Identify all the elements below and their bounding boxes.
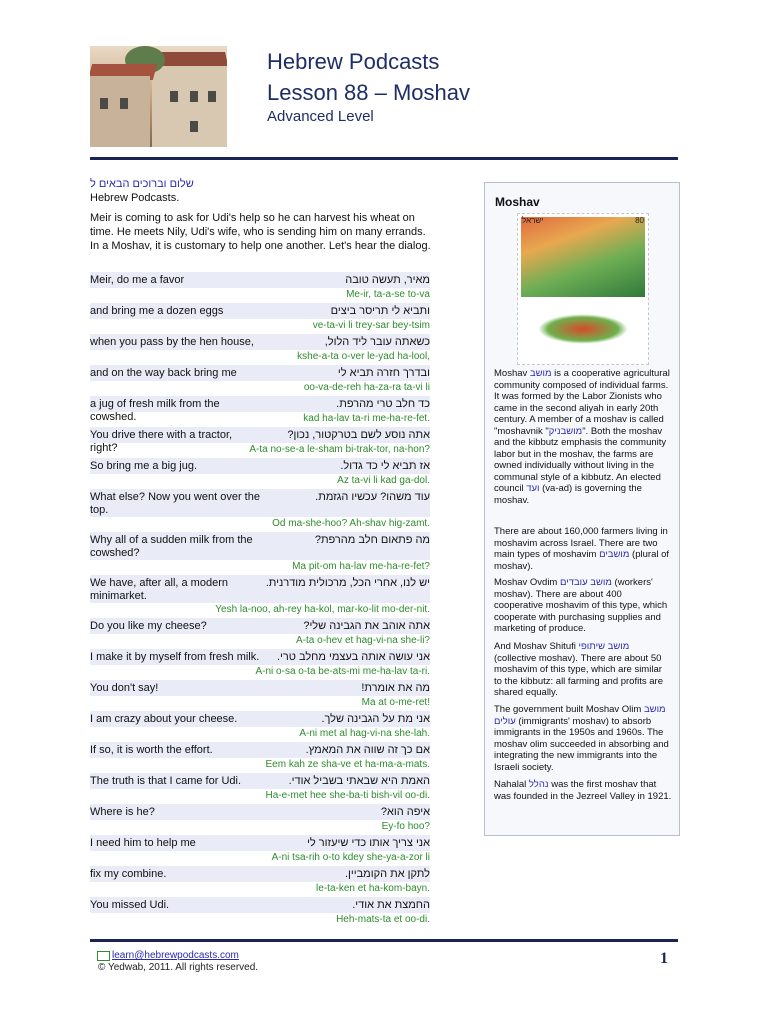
dialog-hebrew: אני צריך אותו כדי שיעזור לי: [307, 837, 430, 849]
dialog-transliteration: le-ta-ken et ha-kom-bayn.: [316, 883, 430, 894]
page-number: 1: [660, 950, 668, 967]
dialog-english: I make it by myself from fresh milk.: [90, 651, 260, 663]
dialog-hebrew: אני עושה אותה בעצמי מחלב טרי.: [276, 651, 430, 663]
dialog-row: [90, 272, 430, 302]
dialog-english: I need him to help me: [90, 837, 196, 849]
dialog-english: The truth is that I came for Udi.: [90, 775, 242, 787]
dialog-english: Do you like my cheese?: [90, 620, 207, 632]
dialog-row: [90, 649, 430, 679]
sidebar-paragraph-6: Nahalal נהלל was the first moshav that was founded in the Jezreel Valley in 1921.: [494, 779, 672, 802]
dialog-english: What else? Now you went over the top.: [90, 491, 260, 516]
dialog-transliteration: A-ni o-sa o-ta be-ats-mi me-ha-lav ta-ri.: [255, 666, 430, 677]
dialog-row: [90, 458, 430, 488]
dialog-transliteration: Eem kah ze sha-ve et ha-ma-a-mats.: [265, 759, 430, 770]
dialog-transliteration: A-ta o-hev et hag-vi-na she-li?: [296, 635, 430, 646]
dialog-row: [90, 489, 430, 531]
dialog-english: and on the way back bring me: [90, 367, 237, 379]
dialog-row: [90, 835, 430, 865]
dialog-hebrew: יש לנו, אחרי הכל, מרכולית מודרנית.: [265, 577, 430, 589]
dialog-hebrew: אני מת על הגבינה שלך.: [321, 713, 430, 725]
dialog-english: a jug of fresh milk from the cowshed.: [90, 398, 220, 423]
dialog-hebrew: עוד משהו? עכשיו הגזמת.: [315, 491, 430, 503]
dialog-row: [90, 427, 430, 457]
page-title: Hebrew Podcasts: [267, 49, 440, 74]
dialog-row: [90, 742, 430, 772]
dialog-hebrew: מה פתאום חלב מהרפת?: [314, 534, 430, 546]
sidebar-paragraph-4: And Moshav Shitufi מושב שיתופי (collective moshav). There are about 50 moshavim of this type, which are similar to the kibbutz: all farming and profits are shared equally.: [494, 641, 663, 698]
stamp-country: ישראל: [522, 216, 544, 225]
dialog-row: [90, 866, 430, 896]
dialog-transliteration: Me-ir, ta-a-se to-va: [346, 289, 430, 300]
dialog-transliteration: Yesh la-noo, ah-rey ha-kol, mar-ko-lit mo-der-nit.: [215, 604, 430, 615]
dialog-hebrew: ובדרך חזרה תביא לי: [337, 367, 430, 379]
dialog-english: So bring me a big jug.: [90, 460, 198, 472]
lesson-title: Lesson 88 – Moshav: [267, 80, 471, 105]
dialog-hebrew: אתה אוהב את הגבינה שלי?: [303, 620, 430, 632]
dialog-transliteration: Ha-e-met hee she-ba-ti bish-vil oo-di.: [265, 790, 430, 801]
dialog-hebrew: אתה נוסע לשם בטרקטור, נכון?: [287, 429, 430, 441]
dialog-transliteration: A-ta no-se-a le-sham bi-trak-tor, na-hon?: [249, 444, 430, 455]
dialog-row: [90, 680, 430, 710]
dialog-english: fix my combine.: [90, 868, 167, 880]
dialog-hebrew: לתקן את הקומביין.: [344, 868, 430, 880]
dialog-hebrew: האמת היא שבאתי בשביל אודי.: [288, 775, 430, 787]
dialog-row: [90, 334, 430, 364]
level-label: Advanced Level: [267, 108, 374, 125]
intro-hebrew-greeting: שלום וברוכים הבאים ל: [90, 178, 194, 190]
intro-paragraph: Meir is coming to ask for Udi's help so he can harvest his wheat on time. He meets Nily, Udi's wife, who is sending him on many errands. In a Moshav, it is customary to help one another. Let's hear the dialog.: [90, 212, 431, 252]
dialog-transliteration: kad ha-lav ta-ri me-ha-re-fet.: [303, 413, 430, 424]
dialog-row: [90, 618, 430, 648]
dialog-hebrew: ותביא לי תריסר ביצים: [330, 305, 430, 317]
header-divider: [90, 157, 678, 160]
moshav-sidebar: [484, 182, 680, 836]
dialog-transliteration: Ma pit-om ha-lav me-ha-re-fet?: [292, 561, 430, 572]
sidebar-paragraph-3: Moshav Ovdim מושב עובדים (workers' moshav). There are about 400 cooperative moshavim of this type, which cooperate with purchasing supplies and marketing of produce.: [494, 577, 668, 634]
copyright-text: © Yedwab, 2011. All rights reserved.: [98, 962, 259, 973]
dialog-english: Meir, do me a favor: [90, 274, 185, 286]
dialog-transliteration: Od ma-she-hoo? Ah-shav hig-zamt.: [272, 518, 430, 529]
dialog-hebrew: מאיר, תעשה טובה: [345, 274, 430, 286]
dialog-row: [90, 575, 430, 617]
footer-email-link[interactable]: learn@hebrewpodcasts.com: [112, 950, 239, 961]
dialog-english: I am crazy about your cheese.: [90, 713, 238, 725]
dialog-transliteration: kshe-a-ta o-ver le-yad ha-lool,: [297, 351, 430, 362]
dialog-hebrew: החמצת את אודי.: [352, 899, 430, 911]
dialog-hebrew: אם כך זה שווה את המאמץ.: [305, 744, 430, 756]
dialog-hebrew: מה את אומרת!: [361, 682, 430, 694]
footer-divider: [90, 939, 678, 942]
dialog-english: You missed Udi.: [90, 899, 170, 911]
dialog-row: [90, 396, 430, 426]
dialog-english: and bring me a dozen eggs: [90, 305, 224, 317]
dialog-hebrew: איפה הוא?: [380, 806, 430, 818]
stamp-value: 80: [635, 216, 644, 225]
dialog-row: [90, 897, 430, 927]
sidebar-paragraph-1: Moshav מושב is a cooperative agricultural community composed of individual farms. It was formed by the Labor Zionists who came in the second aliyah in early 20th century. A member of a moshav is called "moshavnik "מושבניק". Both the moshav and the kibbutz emphasis the community labor but in the moshav, the farms are owned individually without living in the communal style of a kibbutz. An elected council ועד (va-ad) is governing the moshav.: [494, 368, 670, 506]
dialog-row: [90, 804, 430, 834]
dialog-transliteration: ve-ta-vi li trey-sar bey-tsim: [312, 320, 430, 331]
dialog-transliteration: Heh-mats-ta et oo-di.: [336, 914, 430, 925]
dialog-row: [90, 303, 430, 333]
dialog-row: [90, 532, 430, 574]
dialog-transliteration: A-ni met al hag-vi-na she-lah.: [299, 728, 430, 739]
dialog-row: [90, 365, 430, 395]
moshav-stamp-image: [517, 213, 649, 365]
dialog-hebrew: כשאתה עובר ליד הלול,: [324, 336, 430, 348]
dialog-transliteration: A-ni tsa-rih o-to kdey she-ya-a-zor li: [271, 852, 430, 863]
dialog-hebrew: אז תביא לי כד גדול.: [340, 460, 430, 472]
mail-icon: [97, 951, 110, 961]
sidebar-paragraph-2: There are about 160,000 farmers living in moshavim across Israel. There are two main types of moshavim מושבים (plural of moshav).: [494, 526, 670, 572]
dialog-row: [90, 773, 430, 803]
dialog-transliteration: oo-va-de-reh ha-za-ra ta-vi li: [303, 382, 430, 393]
dialog-english: when you pass by the hen house,: [90, 336, 254, 348]
dialog-english: Why all of a sudden milk from the cowshed?: [90, 534, 253, 559]
dialog-english: You drive there with a tractor, right?: [90, 429, 233, 454]
dialog-transliteration: Ey-fo hoo?: [381, 821, 430, 832]
dialog-transliteration: Az ta-vi li kad ga-dol.: [337, 475, 430, 486]
sidebar-paragraph-5: The government built Moshav Olim מושב עולים (immigrants' moshav) to absorb immigrants in the 1950s and 1960s. The moshav olim succeeded in absorbing and integrating the new immigrants into the Israeli society.: [494, 704, 669, 773]
intro-english-greeting: Hebrew Podcasts.: [90, 192, 180, 204]
dialog-english: We have, after all, a modern minimarket.: [90, 577, 228, 602]
sidebar-title: Moshav: [495, 195, 540, 209]
dialog-row: [90, 711, 430, 741]
dialog-english: You don't say!: [90, 682, 159, 694]
header-photo: [90, 46, 227, 147]
dialog-english: Where is he?: [90, 806, 155, 818]
dialog-english: If so, it is worth the effort.: [90, 744, 213, 756]
dialog-transliteration: Ma at o-me-ret!: [361, 697, 430, 708]
dialog-hebrew: כד חלב טרי מהרפת.: [336, 398, 430, 410]
